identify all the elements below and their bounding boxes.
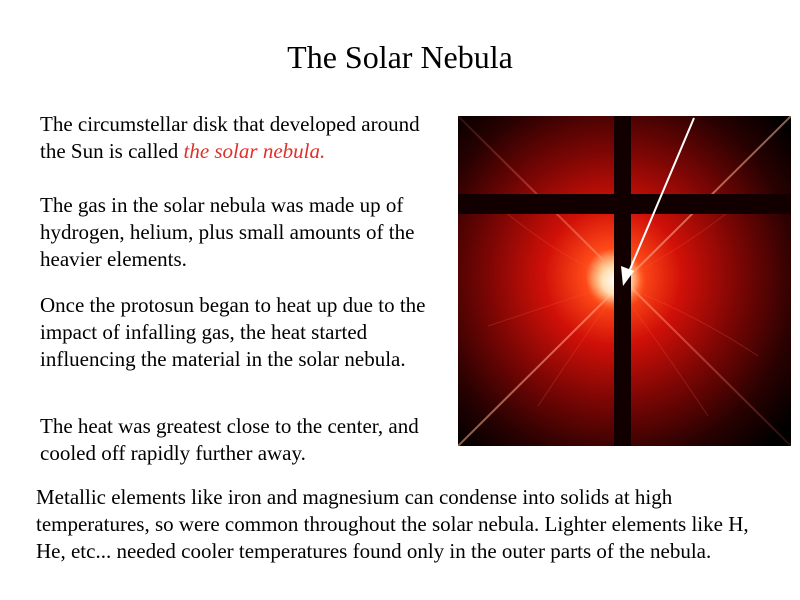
slide-title: The Solar Nebula [287, 39, 513, 75]
paragraph-gas-composition: The gas in the solar nebula was made up of hydrogen, helium, plus small amounts of the heavier elements. [40, 193, 415, 271]
paragraph-heat-gradient: The heat was greatest close to the center, and cooled off rapidly further away. [40, 414, 419, 465]
solar-nebula-term: the solar nebula. [183, 139, 326, 163]
definition-text: The circumstellar disk that developed around the Sun is called [40, 112, 420, 163]
paragraph-solar-nebula-definition [40, 111, 450, 165]
paragraph-protosun-heating: Once the protosun began to heat up due to the impact of infalling gas, the heat started influencing the material in the solar nebula. [40, 293, 426, 371]
nebula-photo-icon [458, 116, 791, 446]
paragraph-condensation: Metallic elements like iron and magnesium can condense into solids at high temperatures, so were common throughout the solar nebula. Lighter elements like H, He, etc... needed cooler temperatures found only in the outer parts of the nebula. [36, 485, 749, 563]
nebula-image [458, 116, 791, 446]
